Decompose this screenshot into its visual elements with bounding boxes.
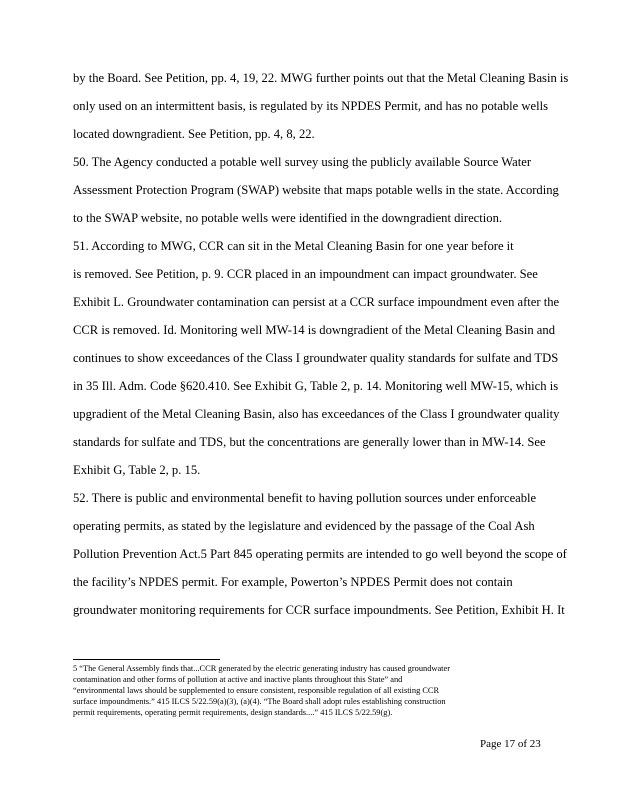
body-line: Exhibit G, Table 2, p. 15. — [73, 463, 201, 477]
body-line: by the Board. See Petition, pp. 4, 19, 22. MWG further points out that the Metal Cleaning Basin is — [73, 71, 569, 85]
body-line: Pollution Prevention Act.5 Part 845 operating permits are intended to go well beyond the scope of — [73, 547, 567, 561]
footnote-line: 5 “The General Assembly finds that...CCR generated by the electric generating industry has caused groundwater — [73, 664, 450, 673]
body-line: Exhibit L. Groundwater contamination can persist at a CCR surface impoundment even after the — [73, 295, 560, 309]
body-line: standards for sulfate and TDS, but the concentrations are generally lower than in MW-14. See — [73, 435, 546, 449]
footnote-line: permit requirements, operating permit requirements, design standards....” 415 ILCS 5/22.59(g). — [73, 708, 393, 717]
body-line: groundwater monitoring requirements for CCR surface impoundments. See Petition, Exhibit H. It — [73, 603, 565, 617]
body-line: is removed. See Petition, p. 9. CCR placed in an impoundment can impact groundwater. See — [73, 267, 538, 281]
body-line: upgradient of the Metal Cleaning Basin, also has exceedances of the Class I groundwater quality — [73, 407, 560, 421]
body-line: 51. According to MWG, CCR can sit in the Metal Cleaning Basin for one year before it — [73, 239, 514, 253]
body-line: 52. There is public and environmental benefit to having pollution sources under enforceable — [73, 491, 537, 505]
body-line: located downgradient. See Petition, pp. 4, 8, 22. — [73, 127, 315, 141]
footnote-line: surface impoundments.” 415 ILCS 5/22.59(a)(3), (a)(4). “The Board shall adopt rules establishing construction — [73, 697, 446, 706]
body-line: the facility’s NPDES permit. For example, Powerton’s NPDES Permit does not contain — [73, 575, 513, 589]
footnote-line: contamination and other forms of pollution at active and inactive plants throughout this State” and — [73, 675, 403, 684]
body-line: Assessment Protection Program (SWAP) website that maps potable wells in the state. According — [73, 183, 559, 197]
footnote-separator — [73, 659, 220, 660]
page-number: Page 17 of 23 — [480, 738, 541, 750]
body-line: to the SWAP website, no potable wells were identified in the downgradient direction. — [73, 211, 503, 225]
body-line: 50. The Agency conducted a potable well survey using the publicly available Source Water — [73, 155, 532, 169]
body-line: CCR is removed. Id. Monitoring well MW-14 is downgradient of the Metal Cleaning Basin and — [73, 323, 555, 337]
body-line: continues to show exceedances of the Class I groundwater quality standards for sulfate and TDS — [73, 351, 559, 365]
body-line: operating permits, as stated by the legislature and evidenced by the passage of the Coal Ash — [73, 519, 535, 533]
footnote-line: “environmental laws should be supplemented to ensure consistent, responsible regulation of all existing CCR — [73, 686, 440, 695]
body-line: only used on an intermittent basis, is regulated by its NPDES Permit, and has no potable wells — [73, 99, 549, 113]
body-line: in 35 Ill. Adm. Code §620.410. See Exhibit G, Table 2, p. 14. Monitoring well MW-15, which is — [73, 379, 559, 393]
